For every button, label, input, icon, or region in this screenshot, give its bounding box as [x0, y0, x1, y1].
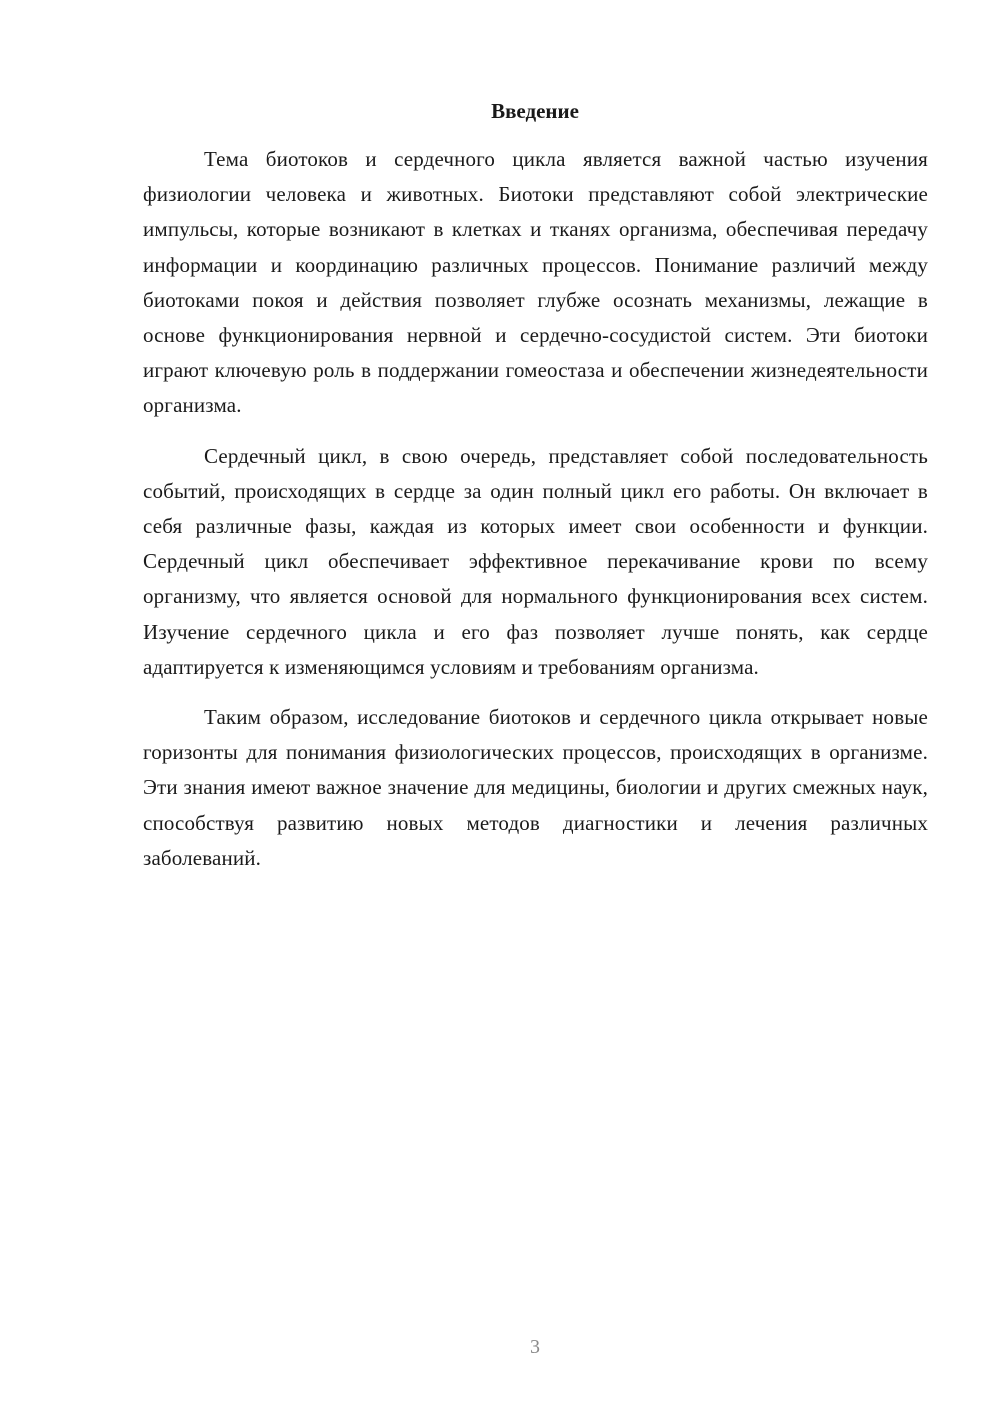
page-number: 3 — [530, 1336, 540, 1358]
paragraph-3: Таким образом, исследование биотоков и сердечного цикла открывает новые горизонты для понимания физиологических процессов, происходящих в организме. Эти знания имеют важное значение для медицины, биологии и других смежных наук, способствуя развитию новых методов диагностики и лечения различных заболеваний. — [143, 705, 928, 870]
document-body — [143, 142, 928, 891]
page-title: Введение — [491, 99, 579, 123]
paragraph-2: Сердечный цикл, в свою очередь, представляет собой последовательность событий, происходящих в сердце за один полный цикл его работы. Он включает в себя различные фазы, каждая из которых имеет свои особенности и функции. Сердечный цикл обеспечивает эффективное перекачивание крови по всему организму, что является основой для нормального функционирования всех систем. Изучение сердечного цикла и его фаз позволяет лучше понять, как сердце адаптируется к изменяющимся условиям и требованиям организма. — [143, 443, 928, 679]
paragraph-1: Тема биотоков и сердечного цикла является важной частью изучения физиологии человека и животных. Биотоки представляют собой электрические импульсы, которые возникают в клетках и тканях организма, обеспечивая передачу информации и координацию различных процессов. Понимание различий между биотоками покоя и действия позволяет глубже осознать механизмы, лежащие в основе функционирования нервной и сердечно-сосудистой систем. Эти биотоки играют ключевую роль в поддержании гомеостаза и обеспечении жизнедеятельности организма. — [143, 147, 928, 418]
